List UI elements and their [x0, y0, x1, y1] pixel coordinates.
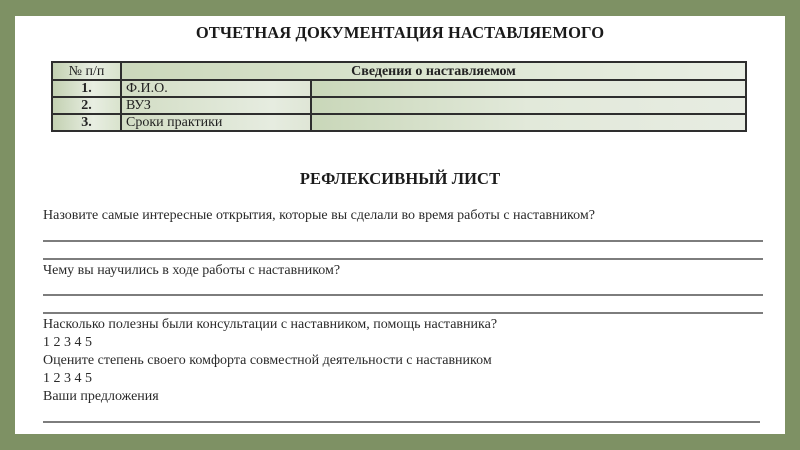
question-suggestions: Ваши предложения — [43, 389, 159, 404]
answer-line[interactable] — [43, 240, 763, 242]
question-learned: Чему вы научились в ходе работы с наставником? — [43, 263, 341, 278]
answer-line[interactable] — [43, 421, 760, 423]
document-title: ОТЧЕТНАЯ ДОКУМЕНТАЦИЯ НАСТАВЛЯЕМОГО — [195, 23, 605, 42]
row-number: 1. — [52, 80, 121, 97]
question-discoveries: Назовите самые интересные открытия, которые вы сделали во время работы с наставником? — [43, 208, 595, 223]
answer-line[interactable] — [43, 294, 763, 296]
answer-line[interactable] — [43, 312, 763, 314]
answer-line[interactable] — [43, 258, 763, 260]
table-row — [52, 80, 746, 97]
row-number: 3. — [52, 114, 121, 131]
rating-scale-usefulness[interactable]: 1 2 3 4 5 — [43, 335, 92, 350]
table-row — [52, 114, 746, 131]
reflection-title: РЕФЛЕКСИВНЫЙ ЛИСТ — [299, 169, 501, 188]
row-label: ВУЗ — [121, 97, 311, 114]
row-number: 2. — [52, 97, 121, 114]
row-label: Ф.И.О. — [121, 80, 311, 97]
column-header-number: № п/п — [52, 62, 121, 80]
row-value-university[interactable] — [311, 97, 746, 114]
table-header-row — [52, 62, 746, 80]
question-comfort: Оцените степень своего комфорта совместной деятельности с наставником — [43, 353, 492, 368]
mentee-info-table — [51, 61, 747, 132]
row-value-practice-dates[interactable] — [311, 114, 746, 131]
row-label: Сроки практики — [121, 114, 311, 131]
column-header-info: Сведения о наставляемом — [121, 62, 746, 80]
table-row — [52, 97, 746, 114]
row-value-fio[interactable] — [311, 80, 746, 97]
rating-scale-comfort[interactable]: 1 2 3 4 5 — [43, 371, 92, 386]
question-usefulness: Насколько полезны были консультации с наставником, помощь наставника? — [43, 317, 498, 332]
